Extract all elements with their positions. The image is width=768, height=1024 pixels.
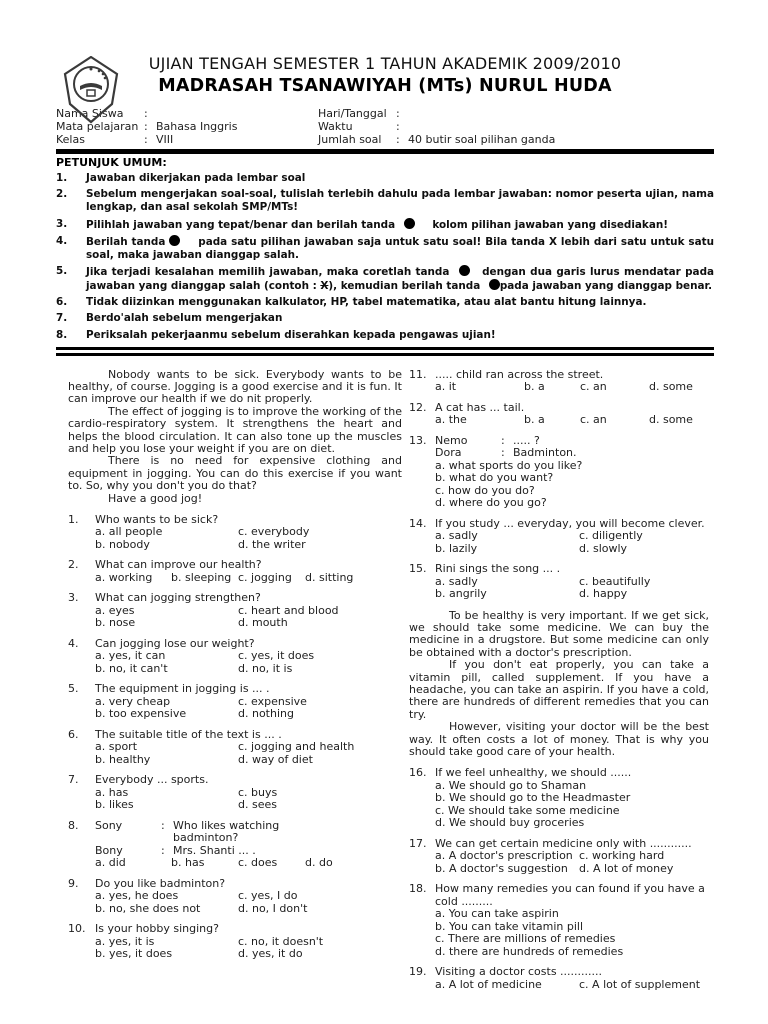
question-text: The suitable title of the text is ... . [95, 727, 282, 741]
option: d. mouth [238, 616, 288, 630]
info-value [408, 107, 714, 120]
item-number: 3. [56, 217, 68, 230]
question-text: How many remedies you can found if you have a [435, 882, 705, 896]
option: c. how do you do? [435, 483, 535, 497]
option: a. did [95, 856, 126, 870]
option: a. yes, it is [95, 934, 155, 948]
item-text-part: pada satu pilihan jawaban saja untuk satu soal! Bila tanda X lebih dari satu untuk satu soal, maka jawaban dianggap salah. [86, 235, 714, 261]
option: a. sport [95, 740, 138, 754]
option: a. yes, he does [95, 889, 179, 903]
question-text: A cat has ... tail. [435, 400, 525, 414]
colon: : [161, 818, 165, 832]
item-text [86, 218, 714, 232]
question-number: 18. [409, 882, 427, 896]
option: b. a [524, 413, 545, 426]
question-text: ..... child ran across the street. [435, 367, 604, 381]
header-titles [56, 54, 714, 96]
option: b. a [524, 380, 545, 393]
option: d. no, it is [238, 661, 293, 675]
reading-passage-jogging [68, 369, 402, 505]
option: d. where do you go? [435, 496, 547, 509]
option: c. yes, I do [238, 889, 298, 903]
question-2 [68, 559, 402, 584]
passage-paragraph: The effect of jogging is to improve the working of the cardio-respiratory system. It strengthens the heart and helps the blood circulation. It can also tone up the muscles and help you lose your weight if you are on diet. [68, 404, 402, 455]
divider-bar [56, 149, 714, 154]
instruction-item [56, 218, 714, 232]
question-19 [409, 966, 709, 991]
filled-circle-icon [169, 235, 180, 246]
option: b. A doctor's suggestion [435, 861, 568, 875]
option: c. jogging and health [238, 740, 355, 754]
filled-circle-icon [459, 265, 470, 276]
question-text: What can improve our health? [95, 558, 262, 572]
question-11 [409, 369, 709, 394]
option: d. some [649, 380, 693, 393]
question-number: 9. [68, 876, 79, 890]
option: b. healthy [95, 752, 151, 766]
item-text-part: pada jawaban yang dianggap benar. [499, 279, 713, 292]
item-text-part: kolom pilihan jawaban yang disediakan! [432, 218, 668, 231]
question-16 [409, 767, 709, 830]
item-number: 1. [56, 172, 68, 185]
dialog-line [435, 447, 709, 460]
instructions-section [56, 156, 714, 342]
item-text-part: Berilah tanda [86, 235, 166, 248]
info-value: 40 butir soal pilihan ganda [408, 133, 556, 146]
speaker-name: Sony [95, 818, 123, 832]
speaker-text: ..... ? [513, 433, 540, 447]
question-number: 11. [409, 367, 427, 381]
passage-paragraph: If you don't eat properly, you can take a vitamin pill, called supplement. If you have a headache, you can take an aspirin. If you have a cold, there are hundreds of different remedies that you can try. [409, 658, 709, 721]
instruction-item [56, 188, 714, 214]
question-1 [68, 514, 402, 552]
item-number: 8. [56, 328, 68, 341]
option: a. You can take aspirin [435, 907, 559, 921]
option: a. sadly [435, 529, 478, 542]
double-divider-bar [56, 347, 714, 356]
question-4 [68, 638, 402, 676]
option: c. heart and blood [238, 603, 339, 617]
passage-paragraph: To be healthy is very important. If we get sick, we should take some medicine. We can buy the medicine in a drugstore. But some medicine can only be obtained with a doctor's prescription. [409, 608, 709, 659]
question-text: If you study ... everyday, you will become clever. [435, 516, 705, 530]
question-number: 7. [68, 773, 79, 787]
question-number: 4. [68, 636, 79, 650]
speaker-name: Bony [95, 843, 123, 857]
info-row-hari [318, 107, 714, 120]
instruction-item [56, 312, 714, 325]
option: a. all people [95, 525, 163, 539]
option: b. You can take vitamin pill [435, 919, 583, 933]
info-value [408, 120, 714, 133]
dialog-line [95, 820, 402, 845]
question-number: 16. [409, 766, 427, 780]
option: d. there are hundreds of remedies [435, 944, 624, 958]
question-text: Do you like badminton? [95, 876, 226, 890]
question-text: Rini sings the song ... . [435, 562, 561, 575]
colon: : [396, 107, 400, 120]
option: c. beautifully [579, 574, 651, 588]
option: a. sadly [435, 574, 478, 588]
instruction-item [56, 329, 714, 342]
info-value: VIII [156, 133, 174, 146]
option: c. no, it doesn't [238, 934, 324, 948]
filled-circle-icon [404, 218, 415, 229]
passage-paragraph: There is no need for expensive clothing and equipment in jogging. You can do this exercise if you want to. So, why you don't you do that? [68, 454, 402, 493]
question-text: If we feel unhealthy, we should ...... [435, 766, 632, 780]
option: d. some [649, 413, 693, 426]
info-value: Bahasa Inggris [156, 120, 238, 133]
colon: : [144, 133, 148, 146]
question-5 [68, 683, 402, 721]
info-row-jumlah [318, 133, 714, 146]
question-number: 17. [409, 836, 427, 850]
item-text [86, 235, 714, 262]
option: b. angrily [435, 587, 487, 600]
option: d. no, I don't [238, 901, 308, 915]
question-18 [409, 883, 709, 958]
question-7 [68, 774, 402, 812]
struck-x-mark: X [320, 279, 329, 292]
option: b. likes [95, 798, 134, 812]
speaker-text [173, 820, 402, 845]
question-number: 13. [409, 433, 427, 447]
info-label: Waktu [318, 120, 353, 133]
question-number: 8. [68, 818, 79, 832]
info-row-waktu [318, 120, 714, 133]
item-text [86, 265, 714, 293]
instruction-item [56, 265, 714, 293]
option: c. does [238, 856, 278, 870]
option: a. We should go to Shaman [435, 778, 587, 792]
option: a. A doctor's prescription [435, 849, 573, 863]
question-6 [68, 729, 402, 767]
passage-paragraph: Nobody wants to be sick. Everybody wants to be healthy, of course. Jogging is a good exercise and it is fun. It can improve our health if we do nit properly. [68, 367, 402, 406]
speaker-name: Dora [435, 446, 462, 459]
option: d. the writer [238, 537, 306, 551]
passage-paragraph: However, visiting your doctor will be the best way. It often costs a lot of money. That is why you should take good care of your health. [409, 720, 709, 758]
item-text: Tidak diizinkan menggunakan kalkulator, HP, tabel matematika, atau alat bantu hitung lainnya. [86, 296, 647, 309]
option: a. very cheap [95, 694, 171, 708]
item-text: Jawaban dikerjakan pada lembar soal [86, 172, 306, 185]
option: a. working [95, 570, 153, 584]
option: b. nobody [95, 537, 150, 551]
question-14 [409, 518, 709, 556]
school-name: MADRASAH TSANAWIYAH (MTs) NURUL HUDA [158, 76, 612, 96]
info-label: Hari/Tanggal [318, 107, 387, 120]
question-8 [68, 820, 402, 870]
option: a. eyes [95, 603, 135, 617]
option: a. the [435, 413, 467, 426]
option: d. slowly [579, 541, 628, 555]
dialog-text-line: badminton? [173, 831, 239, 845]
option: b. no, she does not [95, 901, 201, 915]
colon: : [396, 120, 400, 133]
question-3 [68, 592, 402, 630]
option: b. what do you want? [435, 471, 554, 484]
question-text: We can get certain medicine only with ............ [435, 836, 692, 850]
left-column [68, 369, 402, 1000]
option: d. sees [238, 798, 277, 812]
colon: : [396, 133, 400, 146]
info-label: Kelas [56, 133, 85, 146]
dialog-text-line: Mrs. Shanti ... . [173, 843, 256, 857]
item-number: 7. [56, 312, 68, 325]
option: c. an [580, 380, 607, 393]
colon: : [144, 107, 148, 120]
question-number: 6. [68, 727, 79, 741]
option: c. We should take some medicine [435, 803, 620, 817]
question-number: 19. [409, 965, 427, 979]
question-number: 3. [68, 591, 79, 605]
filled-circle-icon [489, 279, 500, 290]
info-label: Nama Siswa [56, 107, 124, 120]
right-column [409, 369, 709, 1000]
item-text: Berdo'alah sebelum mengerjakan [86, 312, 283, 325]
option: c. yes, it does [238, 649, 315, 663]
question-text: Is your hobby singing? [95, 922, 219, 936]
colon: : [161, 843, 165, 857]
item-text-part: Pilihlah jawaban yang tepat/benar dan berilah tanda [86, 218, 396, 231]
option: b. yes, it does [95, 947, 173, 961]
passage-closing: Have a good jog! [108, 491, 203, 505]
option: c. everybody [238, 525, 310, 539]
question-text: Can jogging lose our weight? [95, 636, 255, 650]
option: b. sleeping [171, 570, 232, 584]
question-text: What can jogging strengthen? [95, 591, 261, 605]
question-number: 2. [68, 558, 79, 572]
option: c. There are millions of remedies [435, 932, 616, 946]
question-9 [68, 878, 402, 916]
option: b. no, it can't [95, 661, 168, 675]
option: b. nose [95, 616, 136, 630]
option: a. has [95, 785, 129, 799]
question-number: 10. [68, 922, 86, 936]
question-number: 5. [68, 682, 79, 696]
option: a. A lot of medicine [435, 977, 542, 991]
option: c. buys [238, 785, 278, 799]
option: b. has [171, 856, 205, 870]
option: b. We should go to the Headmaster [435, 791, 631, 805]
option: a. what sports do you like? [435, 458, 583, 472]
question-text: The equipment in jogging is ... . [95, 682, 270, 696]
info-value [156, 107, 318, 120]
option: d. nothing [238, 707, 294, 721]
colon: : [501, 433, 505, 447]
item-text-part: dengan dua garis lurus mendatar pada jawaban yang dianggap salah (contoh : [86, 265, 715, 292]
option: a. it [435, 380, 457, 393]
option: d. do [305, 856, 333, 870]
item-number: 6. [56, 296, 68, 309]
option: c. working hard [579, 849, 665, 863]
item-text: Periksalah pekerjaanmu sebelum diserahkan kepada pengawas ujian! [86, 328, 496, 341]
item-text-part: Jika terjadi kesalahan memilih jawaban, maka coretlah tanda [86, 265, 450, 278]
question-number: 1. [68, 512, 79, 526]
option: d. sitting [305, 570, 354, 584]
instruction-item [56, 235, 714, 262]
item-number: 4. [56, 234, 68, 247]
dialog-text-line: Who likes watching [173, 818, 280, 832]
speaker-text: Badminton. [513, 446, 577, 459]
option: d. happy [579, 587, 628, 600]
option: d. We should buy groceries [435, 816, 585, 830]
question-number: 12. [409, 400, 427, 414]
option: d. A lot of money [579, 861, 674, 875]
student-info [56, 107, 714, 146]
info-label: Mata pelajaran [56, 120, 139, 133]
option: c. an [580, 413, 607, 426]
option: c. jogging [238, 570, 292, 584]
option: d. way of diet [238, 752, 313, 766]
question-10 [68, 923, 402, 961]
speaker-text [173, 845, 402, 858]
option: c. diligently [579, 529, 643, 542]
item-number: 2. [56, 188, 68, 201]
item-text-part: ), kemudian berilah tanda [328, 279, 484, 292]
item-text: Sebelum mengerjakan soal-soal, tulislah terlebih dahulu pada lembar jawaban: nomor peserta ujian, nama lengkap, dan asal sekolah SMP/MTs! [86, 188, 714, 214]
speaker-name: Nemo [435, 433, 468, 447]
school-logo-icon [62, 56, 120, 124]
question-12 [409, 402, 709, 427]
question-text: Visiting a doctor costs ............ [435, 965, 603, 979]
question-17 [409, 838, 709, 876]
question-text: Who wants to be sick? [95, 512, 219, 526]
option: c. expensive [238, 694, 307, 708]
question-15 [409, 563, 709, 601]
colon: : [144, 120, 148, 133]
info-row-kelas [56, 133, 318, 146]
item-number: 5. [56, 264, 68, 277]
question-number: 14. [409, 516, 427, 530]
question-13 [409, 435, 709, 510]
question-number: 15. [409, 562, 427, 575]
instruction-item [56, 296, 714, 309]
option: d. yes, it do [238, 947, 303, 961]
option: a. yes, it can [95, 649, 166, 663]
info-label: Jumlah soal [318, 133, 382, 146]
option: b. lazily [435, 541, 478, 555]
reading-passage-health [409, 610, 709, 759]
question-text: cold ......... [435, 894, 493, 908]
option: b. too expensive [95, 707, 187, 721]
question-text: Everybody ... sports. [95, 773, 209, 787]
instructions-heading: PETUNJUK UMUM: [56, 156, 167, 169]
option: c. A lot of supplement [579, 977, 701, 991]
exam-title: UJIAN TENGAH SEMESTER 1 TAHUN AKADEMIK 2009/2010 [148, 54, 622, 73]
instruction-item [56, 172, 714, 185]
colon: : [501, 446, 505, 459]
